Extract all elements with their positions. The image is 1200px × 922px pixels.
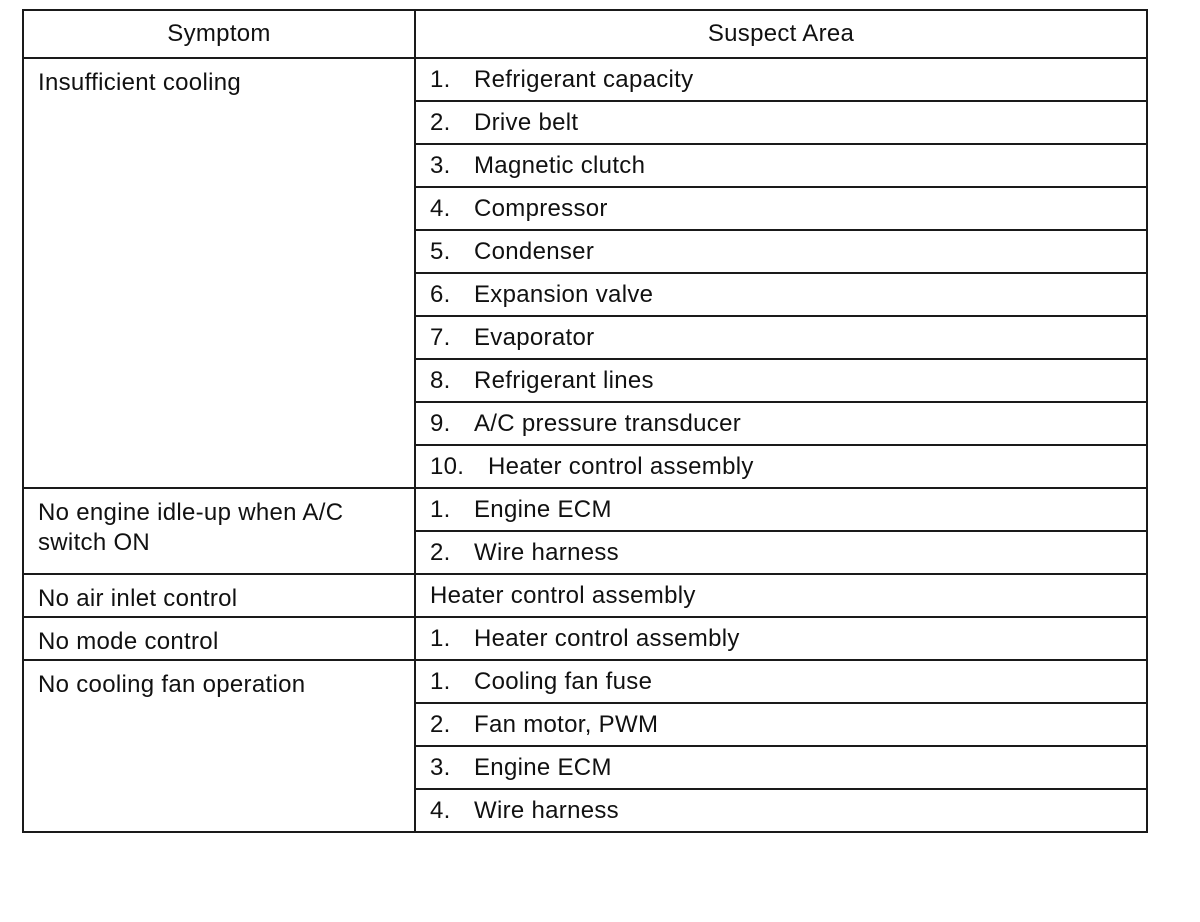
item-number: 4. — [430, 194, 451, 222]
suspect-area-cell — [415, 316, 1147, 359]
suspect-area-cell — [415, 789, 1147, 832]
suspect-area-cell — [415, 58, 1147, 101]
suspect-area-cell — [415, 617, 1147, 660]
item-number: 1. — [430, 667, 451, 695]
suspect-area-cell — [415, 746, 1147, 789]
suspect-area-cell — [415, 531, 1147, 574]
suspect-area-cell — [415, 230, 1147, 273]
item-text: Fan motor, PWM — [474, 710, 659, 738]
item-text: Magnetic clutch — [474, 151, 646, 179]
item-text: Cooling fan fuse — [474, 667, 653, 695]
suspect-area-cell — [415, 359, 1147, 402]
suspect-area-cell — [415, 703, 1147, 746]
item-text: A/C pressure transducer — [474, 409, 742, 437]
symptom-cell: No cooling fan operation — [23, 660, 415, 832]
table-row — [23, 660, 1147, 703]
suspect-area-cell — [415, 574, 1147, 617]
item-text: Expansion valve — [474, 280, 654, 308]
item-number: 2. — [430, 710, 451, 738]
item-number: 3. — [430, 753, 451, 781]
item-number: 10. — [430, 452, 465, 480]
suspect-area-column-header: Suspect Area — [415, 10, 1147, 58]
suspect-area-cell — [415, 660, 1147, 703]
item-number: 8. — [430, 366, 451, 394]
item-number: 7. — [430, 323, 451, 351]
item-text: Heater control assembly — [430, 581, 696, 609]
item-number: 1. — [430, 65, 451, 93]
suspect-area-cell — [415, 187, 1147, 230]
suspect-area-cell — [415, 402, 1147, 445]
item-number: 4. — [430, 796, 451, 824]
item-text: Heater control assembly — [474, 624, 740, 652]
symptom-cell: No mode control — [23, 617, 415, 660]
item-text: Drive belt — [474, 108, 579, 136]
item-text: Evaporator — [474, 323, 595, 351]
item-number: 5. — [430, 237, 451, 265]
item-number: 2. — [430, 538, 451, 566]
symptom-cell: Insufficient cooling — [23, 58, 415, 488]
table-row — [23, 617, 1147, 660]
suspect-area-cell — [415, 144, 1147, 187]
symptom-column-header: Symptom — [23, 10, 415, 58]
symptom-cell: No engine idle-up when A/C switch ON — [23, 488, 415, 574]
item-text: Condenser — [474, 237, 595, 265]
symptom-cell: No air inlet control — [23, 574, 415, 617]
symptom-table — [22, 9, 1148, 833]
suspect-area-cell — [415, 273, 1147, 316]
item-number: 3. — [430, 151, 451, 179]
item-number: 1. — [430, 495, 451, 523]
table-row — [23, 488, 1147, 531]
header-row — [23, 10, 1147, 58]
item-text: Compressor — [474, 194, 608, 222]
item-text: Engine ECM — [474, 495, 612, 523]
item-text: Refrigerant capacity — [474, 65, 694, 93]
table-row — [23, 574, 1147, 617]
item-number: 2. — [430, 108, 451, 136]
item-text: Engine ECM — [474, 753, 612, 781]
item-number: 6. — [430, 280, 451, 308]
item-text: Heater control assembly — [488, 452, 754, 480]
item-text: Wire harness — [474, 538, 619, 566]
suspect-area-cell — [415, 101, 1147, 144]
table-body — [23, 58, 1147, 832]
item-number: 9. — [430, 409, 451, 437]
suspect-area-cell — [415, 445, 1147, 488]
suspect-area-cell — [415, 488, 1147, 531]
item-number: 1. — [430, 624, 451, 652]
item-text: Refrigerant lines — [474, 366, 654, 394]
item-text: Wire harness — [474, 796, 619, 824]
table-row — [23, 58, 1147, 101]
